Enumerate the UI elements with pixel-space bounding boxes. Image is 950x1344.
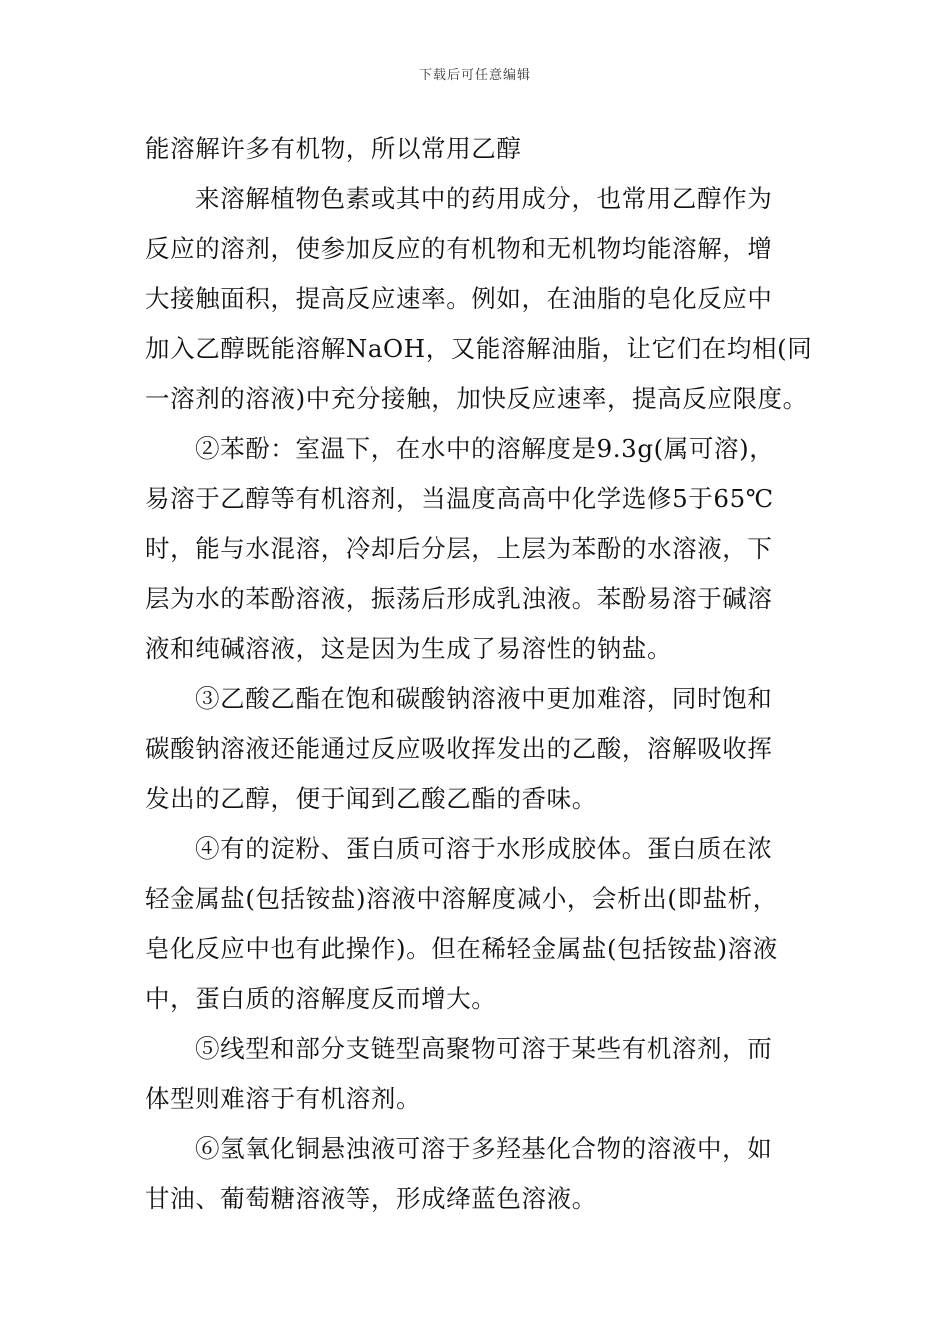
text-line: 一溶剂的溶液)中充分接触，加快反应速率，提高反应限度。	[145, 384, 808, 413]
text-line: 液和纯碱溶液，这是因为生成了易溶性的钠盐。	[145, 634, 673, 663]
paragraph-start-line: ②苯酚：室温下，在水中的溶解度是9.3g(属可溶)，	[195, 434, 775, 463]
text-line: 能溶解许多有机物，所以常用乙醇	[145, 134, 522, 163]
paragraph-start-line: ⑥氢氧化铜悬浊液可溶于多羟基化合物的溶液中，如	[195, 1134, 773, 1163]
text-line: 时，能与水混溶，冷却后分层，上层为苯酚的水溶液，下	[145, 534, 773, 563]
text-line: 大接触面积，提高反应速率。例如，在油脂的皂化反应中	[145, 284, 773, 313]
paragraph-start-line: ③乙酸乙酯在饱和碳酸钠溶液中更加难溶，同时饱和	[195, 684, 773, 713]
text-line: 甘油、葡萄糖溶液等，形成绛蓝色溶液。	[145, 1184, 597, 1213]
text-line: 层为水的苯酚溶液，振荡后形成乳浊液。苯酚易溶于碱溶	[145, 584, 773, 613]
paragraph-start-line: ⑤线型和部分支链型高聚物可溶于某些有机溶剂，而	[195, 1034, 773, 1063]
text-line: 皂化反应中也有此操作)。但在稀轻金属盐(包括铵盐)溶液	[145, 934, 778, 963]
text-line: 反应的溶剂，使参加反应的有机物和无机物均能溶解，增	[145, 234, 773, 263]
text-line: 轻金属盐(包括铵盐)溶液中溶解度减小，会析出(即盐析，	[145, 884, 778, 913]
document-body	[145, 124, 813, 1224]
page-header: 下载后可任意编辑	[418, 68, 531, 83]
text-line: 发出的乙醇，便于闻到乙酸乙酯的香味。	[145, 784, 597, 813]
text-line: 加入乙醇既能溶解NaOH，又能溶解油脂，让它们在均相(同	[145, 334, 813, 363]
paragraph-start-line: ④有的淀粉、蛋白质可溶于水形成胶体。蛋白质在浓	[195, 834, 773, 863]
paragraph-start-line: 来溶解植物色素或其中的药用成分，也常用乙醇作为	[195, 184, 773, 213]
text-line: 易溶于乙醇等有机溶剂，当温度高高中化学选修5于65℃	[145, 484, 774, 513]
text-line: 中，蛋白质的溶解度反而增大。	[145, 984, 497, 1013]
text-line: 碳酸钠溶液还能通过反应吸收挥发出的乙酸，溶解吸收挥	[145, 734, 773, 763]
text-line: 体型则难溶于有机溶剂。	[145, 1084, 422, 1113]
